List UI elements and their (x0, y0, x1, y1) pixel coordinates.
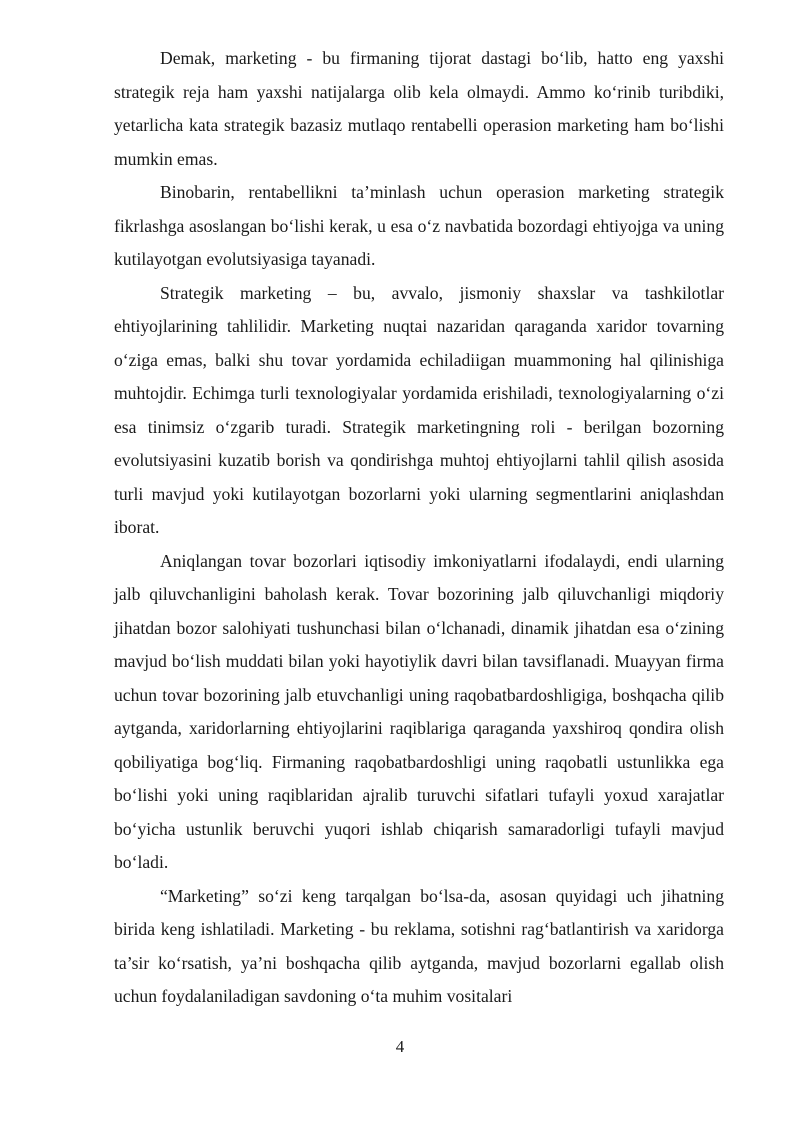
paragraph-2: Binobarin, rentabellikni ta’minlash uchun operasion marketing strategik fikrlashga asoslangan bo‘lishi kerak, u esa o‘z navbatida bozordagi ehtiyojga va uning kutilayotgan evolutsiyasiga tayanadi. (114, 182, 724, 269)
paragraph-3: Strategik marketing – bu, avvalo, jismoniy shaxslar va tashkilotlar ehtiyojlarining tahlilidir. Marketing nuqtai nazaridan qaraganda xaridor tovarning o‘ziga emas, balki shu tovar yordamida echiladiigan muammoning hal qilinishiga muhtojdir. Echimga turli texnologiyalar yordamida erishiladi, texnologiyalarning o‘zi esa tinimsiz o‘zgarib turadi. Strategik marketingning roli - berilgan bozorning evolutsiyasini kuzatib borish va qondirishga muhtoj ehtiyojlarni tahlil qilish asosida turli mavjud yoki kutilayotgan bozorlarni yoki ularning segmentlarini aniqlashdan iborat. (114, 282, 724, 537)
paragraph-1: Demak, marketing - bu firmaning tijorat dastagi bo‘lib, hatto eng yaxshi strategik reja ham yaxshi natijalarga olib kela olmaydi. Ammo ko‘rinib turibdiki, yetarlicha kata strategik bazasiz mutlaqo rentabelli operasion marketing ham bo‘lishi mumkin emas. (114, 48, 724, 169)
page-number: 4 (395, 1037, 405, 1056)
paragraph-5: “Marketing” so‘zi keng tarqalgan bo‘lsa-da, asosan quyidagi uch jihatning birida keng ishlatiladi. Marketing - bu reklama, sotishni rag‘batlantirish va xaridorga ta’sir ko‘rsatish, ya’ni boshqacha qilib aytganda, mavjud bozorlarni egallab olish uchun foydalaniladigan savdoning o‘ta muhim vositalari (114, 885, 724, 1006)
paragraph-4: Aniqlangan tovar bozorlari iqtisodiy imkoniyatlarni ifodalaydi, endi ularning jalb qiluvchanligini baholash kerak. Tovar bozorining jalb qiluvchanligi miqdoriy jihatdan bozor salohiyati tushunchasi bilan o‘lchanadi, dinamik jihatdan esa o‘zining mavjud bo‘lish muddati bilan yoki hayotiylik davri bilan tavsiflanadi. Muayyan firma uchun tovar bozorining jalb etuvchanligi uning raqobatbardoshligiga, boshqacha qilib aytganda, xaridorlarning ehtiyojlarini raqiblariga qaraganda yaxshiroq qondira olish qobiliyatiga bog‘liq. Firmaning raqobatbardoshligi uning raqobatli ustunlikka ega bo‘lishi yoki uning raqiblaridan ajralib turuvchi sifatlari tufayli yoxud xarajatlar bo‘yicha ustunlik beruvchi yuqori ishlab chiqarish samaradorligi tufayli mavjud bo‘ladi. (114, 550, 724, 872)
